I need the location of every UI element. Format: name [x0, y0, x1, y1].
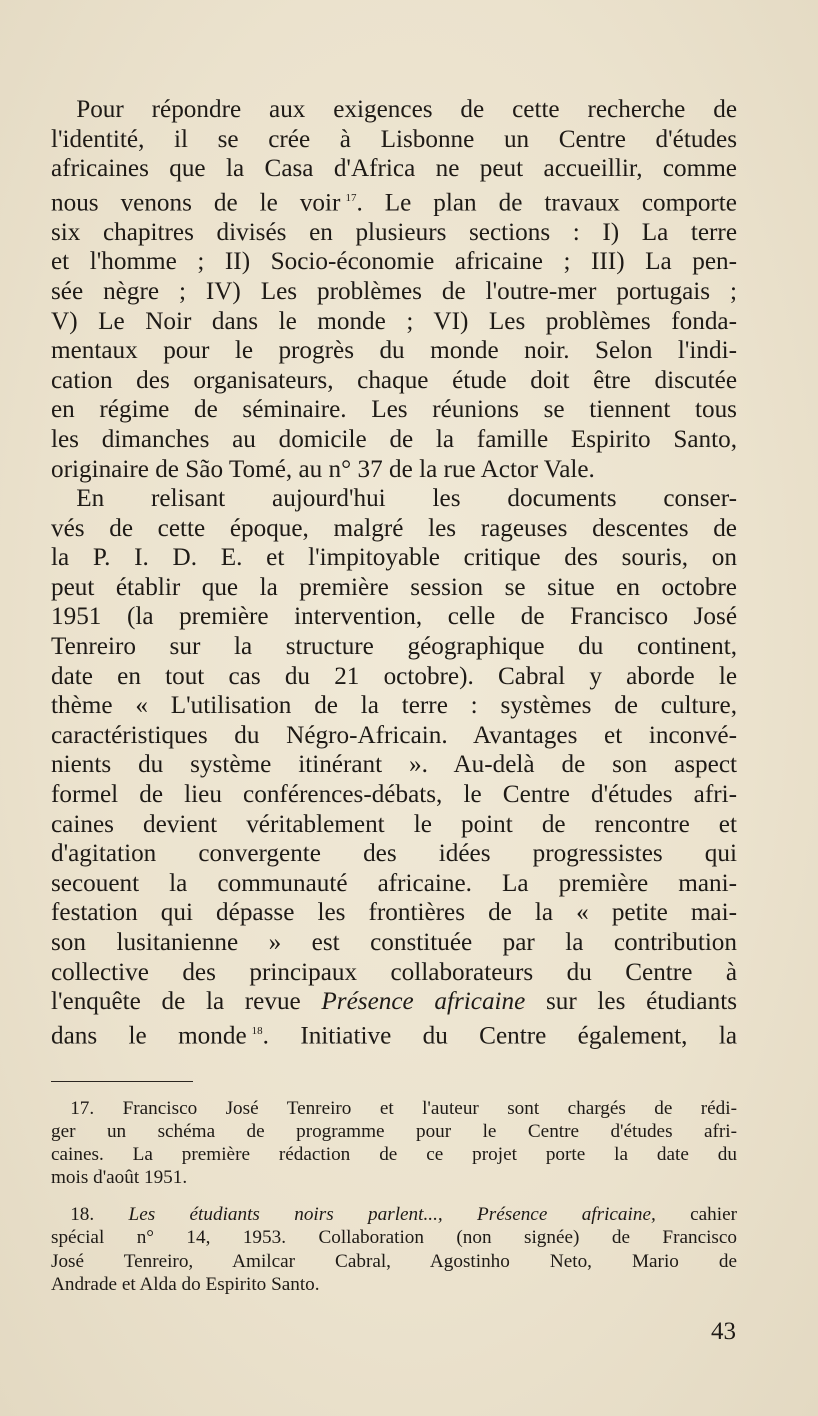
text-line: africaines que la Casa d'Africa ne peut accueillir, comme: [51, 155, 737, 183]
text-line: six chapitres divisés en plusieurs sections : I) La terre: [51, 218, 737, 246]
footnote-line: mois d'août 1951.: [51, 1167, 188, 1189]
text-line: la P. I. D. E. et l'impitoyable critique des souris, on: [51, 544, 737, 572]
text-line: Pour répondre aux exigences de cette recherche de: [76, 96, 737, 123]
text-line: caractéristiques du Négro-Africain. Avantages et inconvé-: [51, 721, 737, 749]
text-line: En relisant aujourd'hui les documents conser-: [76, 485, 737, 513]
text-line: l'enquête de la revue Présence africaine sur les étudiants: [51, 988, 738, 1016]
text-line: festation qui dépasse les frontières de la « petite mai-: [51, 899, 737, 927]
text-line: en régime de séminaire. Les réunions se tiennent tous: [51, 396, 737, 424]
text-line: Tenreiro sur la structure géographique du continent,: [51, 633, 737, 661]
footnote-line: caines. La première rédaction de ce projet porte la date du: [51, 1144, 737, 1166]
text-line: dans le monde $^{18}$. Initiative du Centre également, la: [51, 1022, 737, 1050]
text-line: l'identité, il se crée à Lisbonne un Centre d'études: [51, 125, 737, 153]
text-line: nients du système itinérant ». Au-delà de son aspect: [51, 751, 737, 779]
footnote-ref-17: 17: [345, 191, 357, 204]
main-text: [51, 95, 737, 1051]
footnote-line: ger un schéma de programme pour le Centre d'études afri-: [51, 1121, 737, 1143]
journal-title: Présence africaine: [321, 988, 526, 1016]
text-line: date en tout cas du 21 octobre). Cabral y aborde le: [51, 662, 737, 690]
footnote-line: 17. Francisco José Tenreiro et l'auteur sont chargés de rédi-: [70, 1098, 737, 1119]
text-line: 1951 (la première intervention, celle de Francisco José: [51, 603, 737, 631]
footnote-line: Andrade et Alda do Espirito Santo.: [51, 1273, 320, 1295]
text-line: et l'homme ; II) Socio-économie africaine ; III) La pen-: [51, 248, 737, 276]
footnotes: [51, 1097, 737, 1296]
footnote-divider: [51, 1081, 193, 1082]
footnote-line: spécial n° 14, 1953. Collaboration (non signée) de Francisco: [51, 1227, 737, 1249]
text-line: vés de cette époque, malgré les rageuses descentes de: [51, 514, 737, 542]
text-line: les dimanches au domicile de la famille Espirito Santo,: [51, 425, 737, 453]
text-line: V) Le Noir dans le monde ; VI) Les problèmes fonda-: [51, 307, 737, 335]
footnote-line: 18. Les étudiants noirs parlent..., Présence africaine, cahier: [70, 1204, 737, 1226]
text-line: nous venons de le voir $^{17}$. Le plan de travaux comporte: [51, 189, 737, 217]
text-line: formel de lieu conférences-débats, le Centre d'études afri-: [51, 781, 737, 809]
footnote-line: José Tenreiro, Amilcar Cabral, Agostinho Neto, Mario de: [51, 1250, 737, 1272]
text-line: originaire de São Tomé, au n° 37 de la rue Actor Vale.: [51, 455, 595, 483]
text-line: secouent la communauté africaine. La première mani-: [51, 869, 737, 897]
text-line: sée nègre ; IV) Les problèmes de l'outre-mer portugais ;: [51, 277, 737, 305]
text-line: son lusitanienne » est constituée par la contribution: [51, 929, 737, 957]
footnote-ref-18: 18: [251, 1024, 263, 1037]
text-line: mentaux pour le progrès du monde noir. Selon l'indi-: [51, 337, 737, 365]
text-line: cation des organisateurs, chaque étude doit être discutée: [51, 366, 737, 394]
text-line: peut établir que la première session se situe en octobre: [51, 573, 737, 601]
text-line: collective des principaux collaborateurs du Centre à: [51, 958, 737, 986]
text-line: d'agitation convergente des idées progressistes qui: [51, 840, 737, 868]
page-number: 43: [711, 1318, 736, 1345]
text-line: thème « L'utilisation de la terre : systèmes de culture,: [51, 692, 737, 720]
cited-work-title: Les étudiants noirs parlent..., Présence africaine,: [128, 1204, 656, 1226]
text-line: caines devient véritablement le point de rencontre et: [51, 810, 737, 838]
